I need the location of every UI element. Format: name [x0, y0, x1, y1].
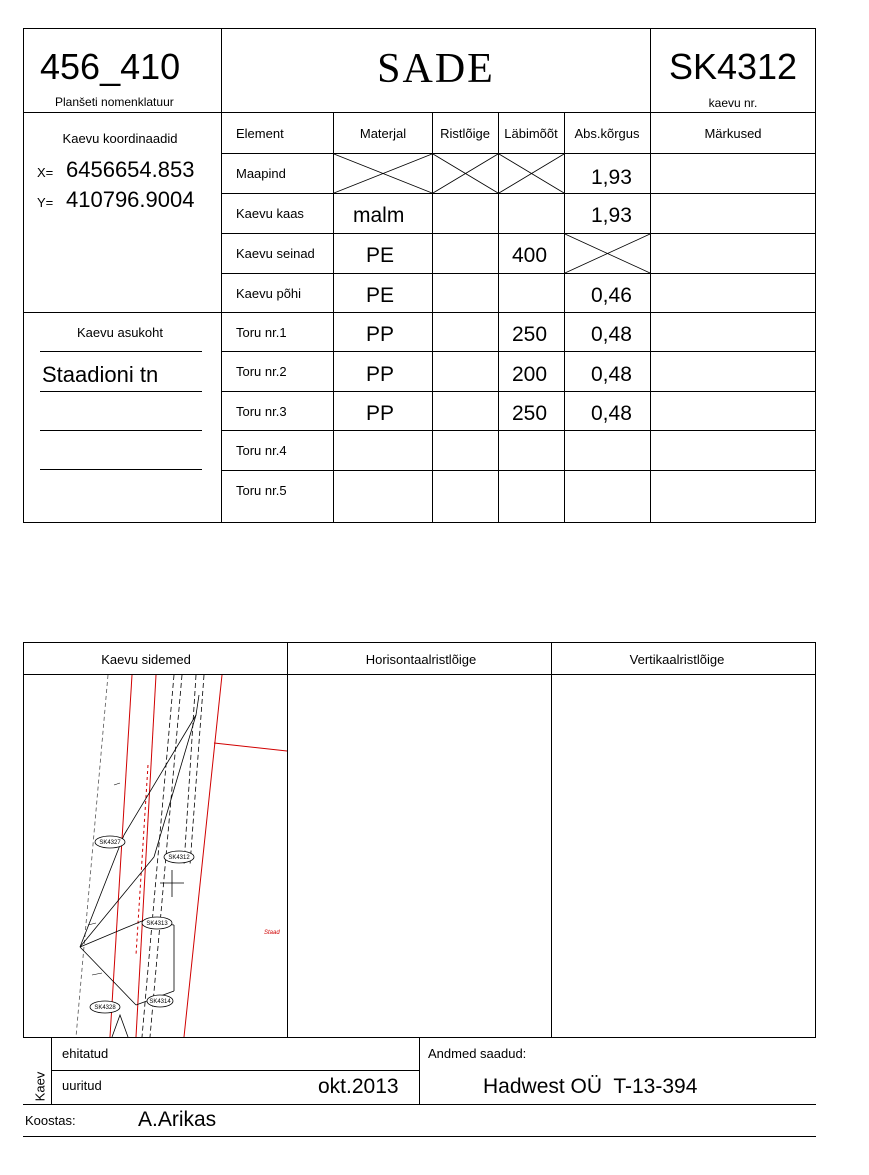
coords-label: Kaevu koordinaadid — [62, 131, 178, 146]
map-label-well: SK4327 — [99, 840, 121, 846]
footer-side-label: Kaev — [32, 1071, 48, 1102]
map-label-street: Staad — [264, 930, 280, 936]
cell-abs-height: 1,93 — [591, 204, 632, 227]
footer-data-from-label: Andmed saadud: — [428, 1046, 527, 1061]
row-element: Toru nr.2 — [236, 364, 287, 379]
nomenclature: 456_410 — [40, 46, 181, 87]
map-label-well: SK4328 — [94, 1005, 116, 1011]
cell-diameter: 200 — [512, 363, 548, 386]
cell-abs-height: 0,46 — [591, 284, 632, 307]
well-number-label: kaevu nr. — [708, 96, 758, 110]
well-type-title: SADE — [377, 46, 495, 92]
location-label: Kaevu asukoht — [76, 325, 164, 340]
cell-abs-height: 0,48 — [591, 363, 632, 386]
cell-material: PE — [366, 244, 395, 267]
section-connections-title: Kaevu sidemed — [101, 652, 191, 667]
cell-diameter: 400 — [512, 244, 548, 267]
cell-material: PP — [366, 402, 395, 425]
map-label-well: SK4313 — [146, 921, 168, 927]
row-element: Kaevu seinad — [236, 246, 315, 261]
well-number: SK4312 — [668, 46, 798, 87]
cell-material: malm — [353, 204, 405, 227]
connections-map — [24, 675, 287, 1037]
cell-material: PP — [366, 323, 395, 346]
footer-date: okt.2013 — [318, 1075, 399, 1098]
section-horizontal-title: Horisontaalristlõige — [365, 652, 477, 667]
cell-material: PE — [366, 284, 395, 307]
cell-material: PP — [366, 363, 395, 386]
cell-abs-height: 1,93 — [591, 166, 632, 189]
cell-abs-height: 0,48 — [591, 402, 632, 425]
footer-surveyed-label: uuritud — [62, 1078, 102, 1093]
cell-diameter: 250 — [512, 402, 548, 425]
footer-data-from: Hadwest OÜ T-13-394 — [483, 1075, 698, 1098]
map-label-well: SK4314 — [149, 999, 171, 1005]
y-coordinate: 410796.9004 — [66, 187, 195, 212]
x-coordinate: 6456654.853 — [66, 157, 195, 182]
footer-author: A.Arikas — [138, 1108, 217, 1131]
footer-built-label: ehitatud — [62, 1046, 109, 1061]
col-header-element: Element — [236, 126, 284, 141]
col-header-material: Materjal — [359, 126, 407, 141]
row-element: Kaevu kaas — [236, 206, 304, 221]
map-label-well: SK4312 — [168, 855, 190, 861]
row-element: Toru nr.5 — [236, 483, 287, 498]
cell-abs-height: 0,48 — [591, 323, 632, 346]
row-element: Toru nr.3 — [236, 404, 287, 419]
cell-diameter: 250 — [512, 323, 548, 346]
col-header-diameter: Läbimõõt — [504, 126, 558, 141]
row-element: Kaevu põhi — [236, 286, 302, 301]
y-label: Y= — [37, 195, 54, 210]
footer-author-label: Koostas: — [25, 1113, 76, 1128]
row-element: Toru nr.1 — [236, 325, 287, 340]
row-element: Maapind — [236, 166, 286, 181]
col-header-notes: Märkused — [704, 126, 762, 141]
location-street: Staadioni tn — [42, 362, 159, 387]
section-vertical-title: Vertikaalristlõige — [629, 652, 725, 667]
nomenclature-label: Planšeti nomenklatuur — [55, 95, 174, 109]
col-header-cross-section: Ristlõige — [440, 126, 490, 141]
col-header-abs-height: Abs.kõrgus — [574, 126, 640, 141]
row-element: Toru nr.4 — [236, 443, 287, 458]
x-label: X= — [37, 165, 54, 180]
